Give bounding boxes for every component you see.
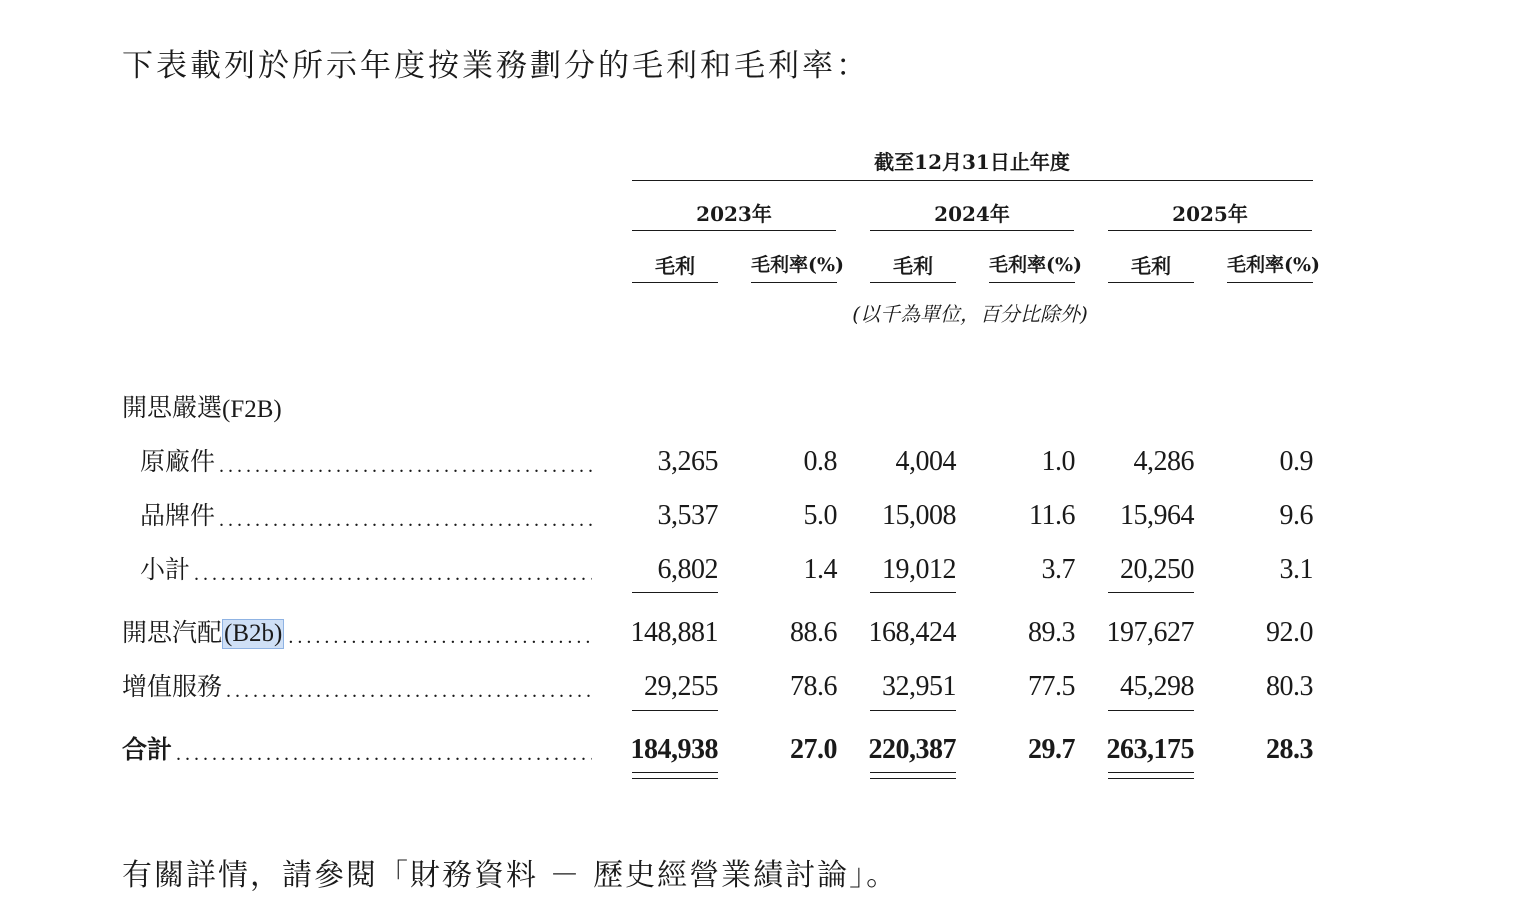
row-name: 品牌件	[140, 501, 216, 530]
cell-gross-profit-2024: 32,951	[882, 671, 956, 702]
cell-gross-profit-2023: 3,537	[657, 500, 718, 531]
year-header-2025: 2025年	[1172, 202, 1248, 226]
dot-leader	[190, 563, 592, 586]
col-rule	[989, 282, 1075, 283]
dot-leader	[215, 509, 592, 532]
cell-margin-2025: 3.1	[1279, 554, 1313, 585]
cell-margin-2024: 29.7	[1028, 734, 1075, 765]
cell-gross-profit-2025: 15,964	[1120, 500, 1194, 531]
cell-gross-profit-2023: 3,265	[657, 446, 718, 477]
cell-gross-profit-2024: 220,387	[868, 734, 956, 765]
row-name: 小計	[140, 555, 191, 584]
cell-margin-2023: 27.0	[790, 734, 837, 765]
col-header-margin-2023: 毛利率(%)	[751, 254, 845, 276]
col-header-gross-profit-2023: 毛利	[655, 254, 695, 278]
period-header-rule	[632, 180, 1313, 181]
dot-leader	[215, 455, 592, 478]
cell-gross-profit-2023: 148,881	[630, 617, 718, 648]
cell-margin-2023: 0.8	[803, 446, 837, 477]
total-double-rule-2023-top	[632, 772, 718, 773]
col-header-gross-profit-2025: 毛利	[1131, 254, 1171, 278]
dot-leader	[284, 626, 592, 649]
dot-leader	[222, 680, 592, 703]
dot-leader	[172, 743, 592, 766]
total-double-rule-2024-bottom	[870, 778, 956, 779]
cell-margin-2023: 1.4	[803, 554, 837, 585]
row-name: 開思汽配	[122, 618, 223, 647]
cell-margin-2023: 78.6	[790, 671, 837, 702]
section-heading-f2b	[122, 388, 282, 424]
services-underline-2024	[870, 710, 956, 711]
total-double-rule-2024-top	[870, 772, 956, 773]
cell-gross-profit-2024: 15,008	[882, 500, 956, 531]
cell-gross-profit-2023: 184,938	[630, 734, 718, 765]
row-label-value-added-services	[122, 667, 592, 703]
subtotal-underline-2024	[870, 592, 956, 593]
cell-gross-profit-2023: 29,255	[644, 671, 718, 702]
row-name: 合計	[122, 735, 173, 764]
cell-gross-profit-2025: 263,175	[1106, 734, 1194, 765]
col-header-gross-profit-2024: 毛利	[893, 254, 933, 278]
year-rule-2024	[870, 230, 1074, 231]
cell-gross-profit-2023: 6,802	[657, 554, 718, 585]
row-label-total	[122, 730, 592, 766]
cell-margin-2025: 28.3	[1266, 734, 1313, 765]
cell-margin-2024: 77.5	[1028, 671, 1075, 702]
cell-gross-profit-2025: 45,298	[1120, 671, 1194, 702]
cell-margin-2023: 88.6	[790, 617, 837, 648]
cell-margin-2025: 0.9	[1279, 446, 1313, 477]
cell-gross-profit-2025: 4,286	[1133, 446, 1194, 477]
col-rule	[1227, 282, 1313, 283]
cell-margin-2025: 9.6	[1279, 500, 1313, 531]
outro-paragraph: 有關詳情，請參閱「財務資料 － 歷史經營業績討論」。	[122, 858, 899, 893]
year-rule-2025	[1108, 230, 1312, 231]
section-name: 開思嚴選	[122, 393, 223, 422]
row-label-original-parts	[140, 442, 592, 478]
row-label-kaisi-auto-parts	[122, 613, 592, 649]
col-rule	[870, 282, 956, 283]
cell-margin-2025: 80.3	[1266, 671, 1313, 702]
cell-gross-profit-2025: 197,627	[1106, 617, 1194, 648]
year-header-2024: 2024年	[934, 202, 1010, 226]
year-header-2023: 2023年	[696, 202, 772, 226]
row-code-highlighted: (B2b)	[224, 620, 283, 647]
services-underline-2025	[1108, 710, 1194, 711]
cell-margin-2024: 89.3	[1028, 617, 1075, 648]
col-rule	[751, 282, 837, 283]
cell-margin-2024: 3.7	[1041, 554, 1075, 585]
units-note: (以千為單位，百分比除外)	[852, 302, 1088, 326]
row-label-subtotal	[140, 550, 592, 586]
cell-margin-2025: 92.0	[1266, 617, 1313, 648]
col-rule	[632, 282, 718, 283]
period-header: 截至12月31日止年度	[874, 150, 1070, 174]
row-label-brand-parts	[140, 496, 592, 532]
row-name: 原廠件	[140, 447, 216, 476]
cell-margin-2023: 5.0	[803, 500, 837, 531]
cell-margin-2024: 11.6	[1029, 500, 1075, 531]
cell-gross-profit-2024: 168,424	[868, 617, 956, 648]
col-header-margin-2025: 毛利率(%)	[1227, 254, 1321, 276]
col-rule	[1108, 282, 1194, 283]
section-code: (F2B)	[222, 396, 282, 423]
year-rule-2023	[632, 230, 836, 231]
cell-margin-2024: 1.0	[1041, 446, 1075, 477]
cell-gross-profit-2024: 4,004	[895, 446, 956, 477]
cell-gross-profit-2024: 19,012	[882, 554, 956, 585]
subtotal-underline-2023	[632, 592, 718, 593]
services-underline-2023	[632, 710, 718, 711]
row-name: 增值服務	[122, 672, 223, 701]
total-double-rule-2025-bottom	[1108, 778, 1194, 779]
cell-gross-profit-2025: 20,250	[1120, 554, 1194, 585]
col-header-margin-2024: 毛利率(%)	[989, 254, 1083, 276]
intro-paragraph: 下表載列於所示年度按業務劃分的毛利和毛利率：	[122, 48, 870, 84]
total-double-rule-2023-bottom	[632, 778, 718, 779]
subtotal-underline-2025	[1108, 592, 1194, 593]
total-double-rule-2025-top	[1108, 772, 1194, 773]
